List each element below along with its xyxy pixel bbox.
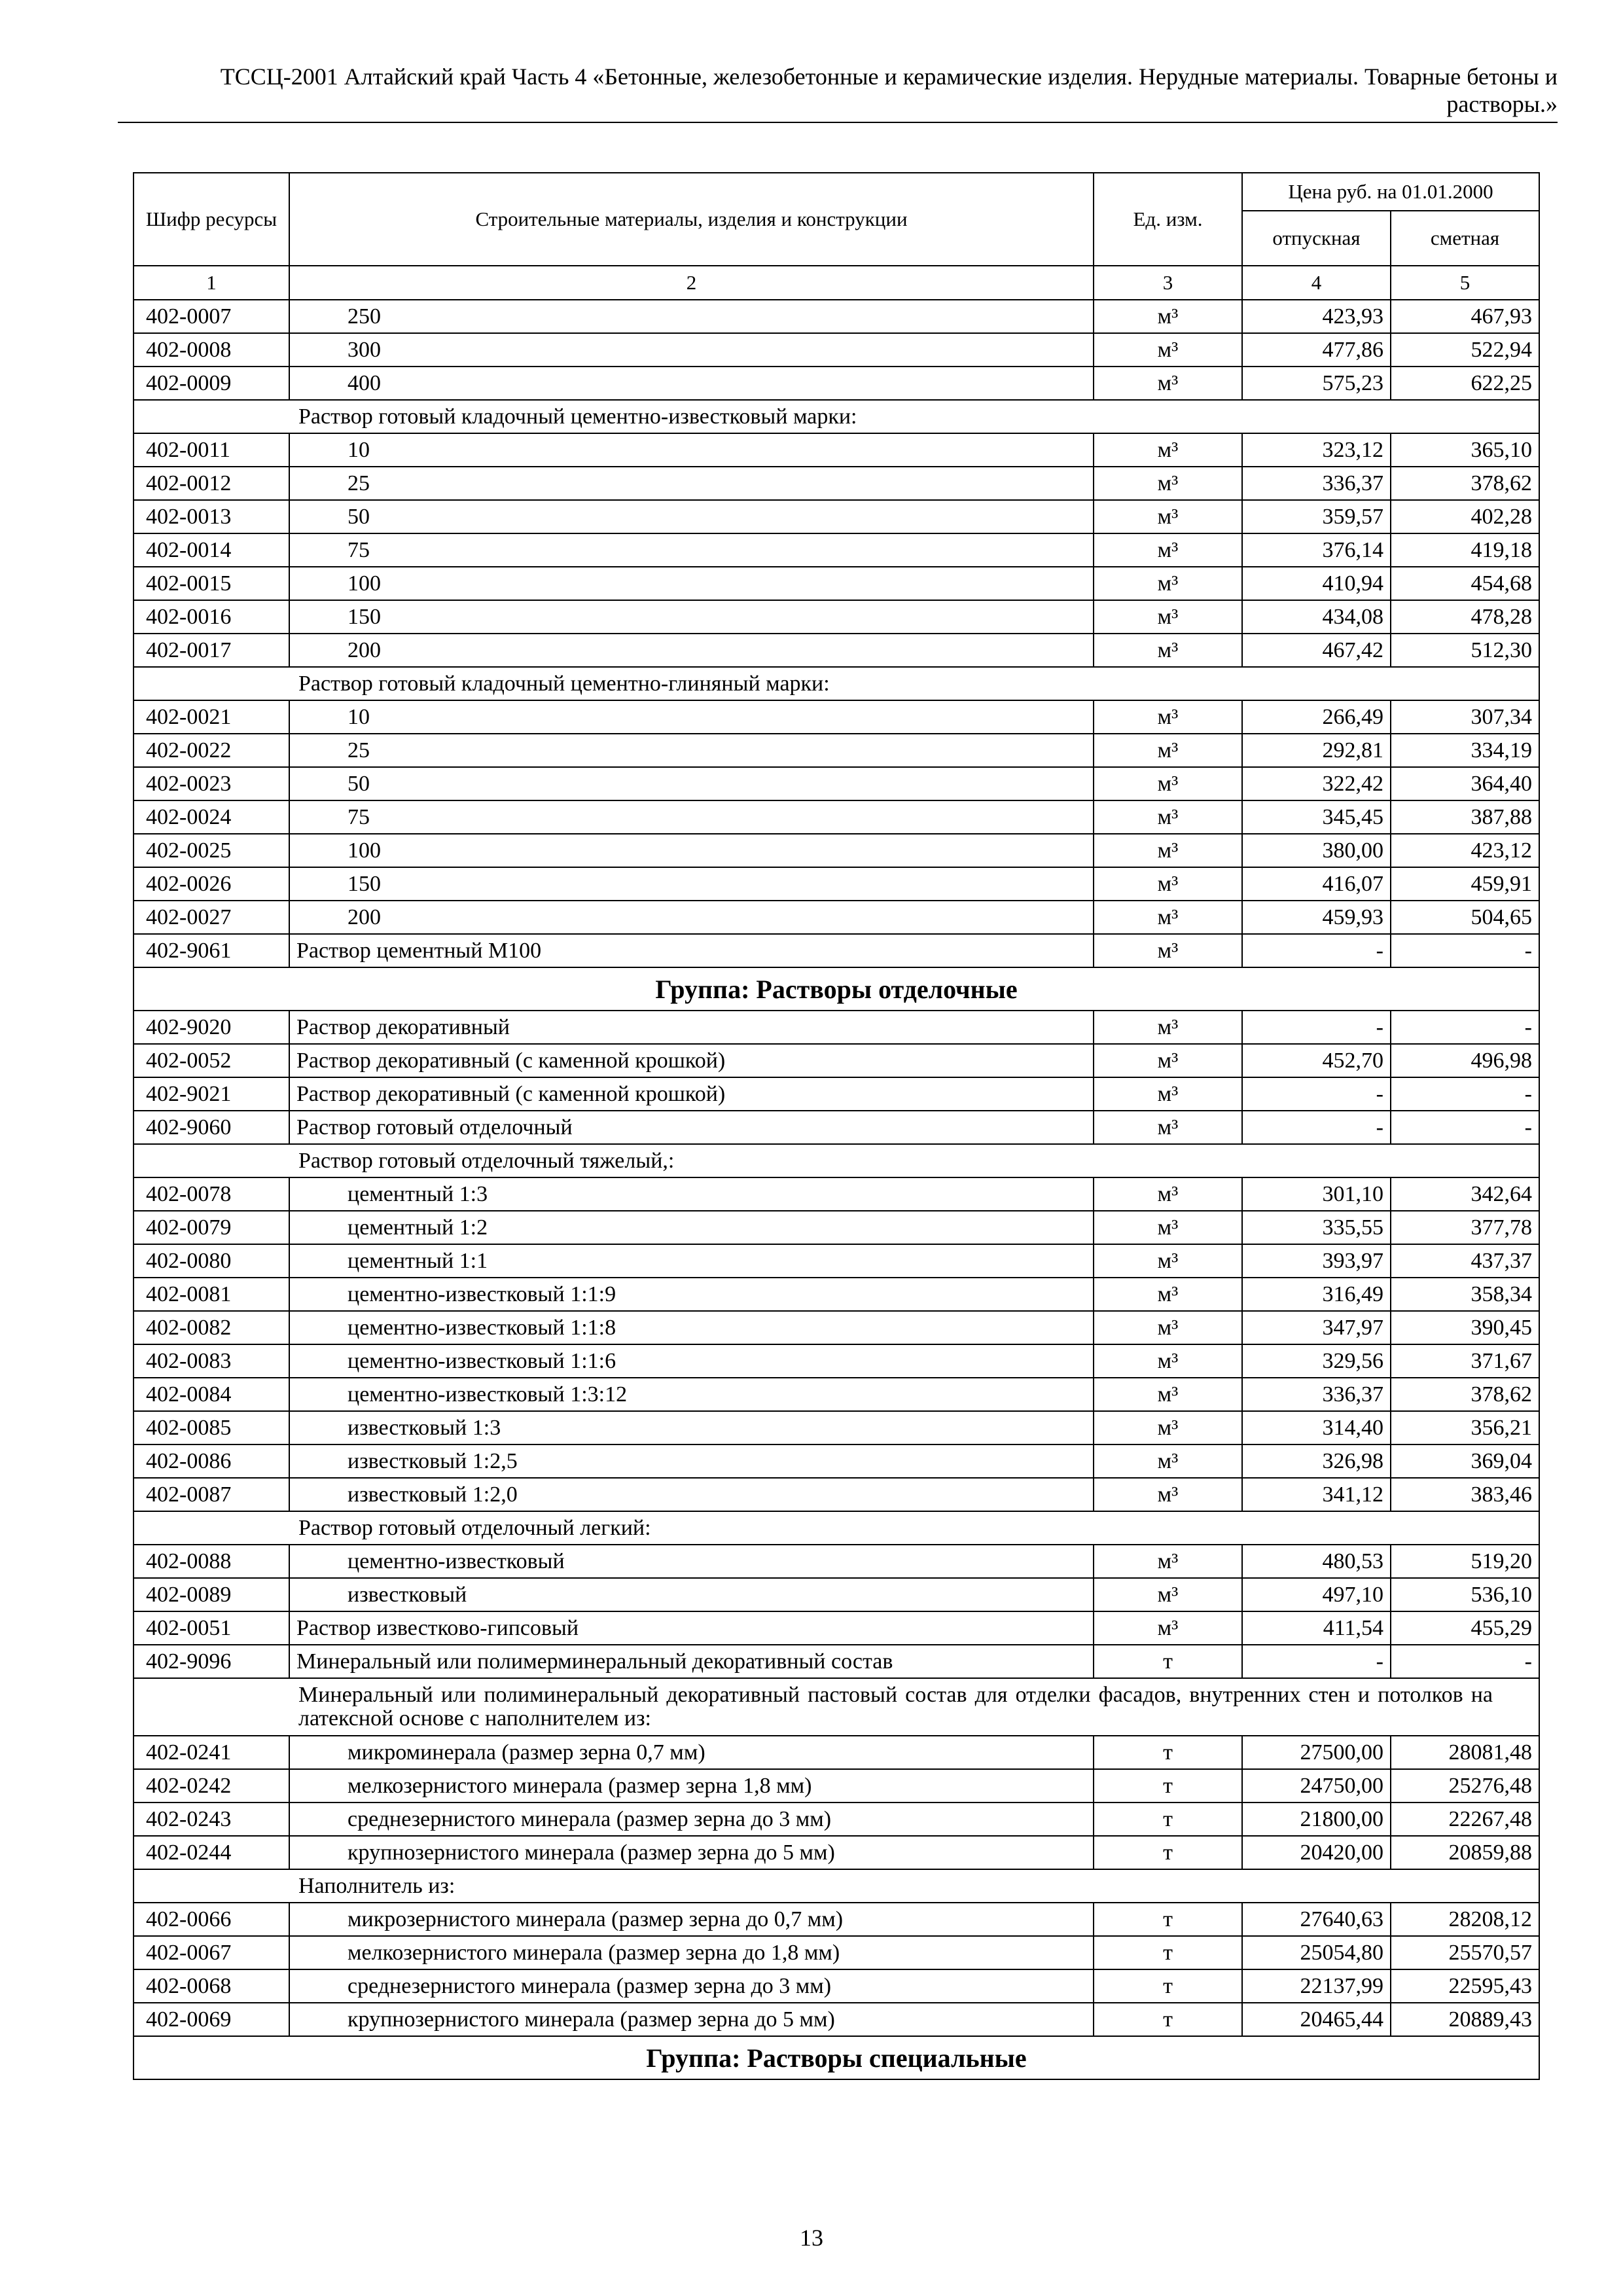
- price-release: 467,42: [1242, 634, 1391, 667]
- unit: т: [1094, 1736, 1242, 1769]
- price-estimate: 536,10: [1391, 1578, 1539, 1611]
- resource-code: 402-0068: [134, 1969, 289, 2003]
- price-estimate: 28208,12: [1391, 1903, 1539, 1936]
- price-estimate: 369,04: [1391, 1444, 1539, 1478]
- material-name: 400: [289, 367, 1094, 400]
- unit: м³: [1094, 634, 1242, 667]
- table-row: [134, 1311, 1539, 1344]
- column-number: 4: [1242, 266, 1391, 300]
- table-row: [134, 433, 1539, 467]
- price-estimate: 496,98: [1391, 1044, 1539, 1077]
- subheader-row: [134, 1144, 1539, 1177]
- material-name: 75: [289, 800, 1094, 834]
- price-estimate: 20889,43: [1391, 2003, 1539, 2036]
- price-release: 329,56: [1242, 1344, 1391, 1378]
- resource-code: 402-0022: [134, 734, 289, 767]
- material-name: крупнозернистого минерала (размер зерна до 5 мм): [289, 2003, 1094, 2036]
- page-number: 13: [800, 2225, 823, 2251]
- price-estimate: 378,62: [1391, 467, 1539, 500]
- price-table: [133, 172, 1540, 2080]
- price-estimate: 364,40: [1391, 767, 1539, 800]
- resource-code: 402-9021: [134, 1077, 289, 1111]
- price-release: 25054,80: [1242, 1936, 1391, 1969]
- resource-code: 402-0007: [134, 300, 289, 333]
- resource-code: 402-0244: [134, 1836, 289, 1869]
- table-row: [134, 1044, 1539, 1077]
- unit: м³: [1094, 700, 1242, 734]
- unit: м³: [1094, 600, 1242, 634]
- table-row: [134, 1444, 1539, 1478]
- price-estimate: 371,67: [1391, 1344, 1539, 1378]
- price-release: -: [1242, 1011, 1391, 1044]
- price-estimate: 504,65: [1391, 901, 1539, 934]
- unit: м³: [1094, 834, 1242, 867]
- table-row: [134, 1645, 1539, 1678]
- price-release: 323,12: [1242, 433, 1391, 467]
- price-estimate: 20859,88: [1391, 1836, 1539, 1869]
- material-name: среднезернистого минерала (размер зерна до 3 мм): [289, 1969, 1094, 2003]
- unit: т: [1094, 1936, 1242, 1969]
- price-release: 575,23: [1242, 367, 1391, 400]
- resource-code: 402-0086: [134, 1444, 289, 1478]
- unit: м³: [1094, 367, 1242, 400]
- material-name: микрозернистого минерала (размер зерна до 0,7 мм): [289, 1903, 1094, 1936]
- table-row: [134, 767, 1539, 800]
- price-estimate: -: [1391, 1645, 1539, 1678]
- price-release: -: [1242, 1645, 1391, 1678]
- price-release: 21800,00: [1242, 1803, 1391, 1836]
- price-estimate: 22267,48: [1391, 1803, 1539, 1836]
- resource-code: 402-0079: [134, 1211, 289, 1244]
- resource-code: 402-0009: [134, 367, 289, 400]
- unit: м³: [1094, 1278, 1242, 1311]
- material-name: 25: [289, 467, 1094, 500]
- price-release: 322,42: [1242, 767, 1391, 800]
- table-row: [134, 867, 1539, 901]
- header-price: Цена руб. на 01.01.2000: [1242, 173, 1539, 211]
- resource-code: 402-0014: [134, 533, 289, 567]
- resource-code: 402-0027: [134, 901, 289, 934]
- subheader-text: Минеральный или полиминеральный декоративный пастовый состав для отделки фасадов, внутренних стен и потолков на латексной основе с наполнителем из:: [134, 1678, 1539, 1736]
- resource-code: 402-0083: [134, 1344, 289, 1378]
- price-estimate: -: [1391, 1077, 1539, 1111]
- unit: м³: [1094, 1478, 1242, 1511]
- subheader-text: Раствор готовый отделочный тяжелый,:: [134, 1144, 1539, 1177]
- price-release: 410,94: [1242, 567, 1391, 600]
- group-row: [134, 967, 1539, 1011]
- table-row: [134, 800, 1539, 834]
- price-estimate: 522,94: [1391, 333, 1539, 367]
- subheader-row: [134, 667, 1539, 700]
- resource-code: 402-0085: [134, 1411, 289, 1444]
- subheader-text: Наполнитель из:: [134, 1869, 1539, 1903]
- unit: м³: [1094, 1611, 1242, 1645]
- table-row: [134, 834, 1539, 867]
- price-release: 459,93: [1242, 901, 1391, 934]
- unit: т: [1094, 1769, 1242, 1803]
- table-row: [134, 1378, 1539, 1411]
- column-number: 1: [134, 266, 289, 300]
- price-release: 480,53: [1242, 1545, 1391, 1578]
- unit: м³: [1094, 734, 1242, 767]
- material-name: 50: [289, 767, 1094, 800]
- price-release: 380,00: [1242, 834, 1391, 867]
- resource-code: 402-0087: [134, 1478, 289, 1511]
- resource-code: 402-9020: [134, 1011, 289, 1044]
- price-release: 341,12: [1242, 1478, 1391, 1511]
- table-row: [134, 367, 1539, 400]
- material-name: Раствор готовый отделочный: [289, 1111, 1094, 1144]
- unit: т: [1094, 1903, 1242, 1936]
- table-row: [134, 1611, 1539, 1645]
- resource-code: 402-0015: [134, 567, 289, 600]
- price-estimate: 342,64: [1391, 1177, 1539, 1211]
- price-release: 22137,99: [1242, 1969, 1391, 2003]
- resource-code: 402-0080: [134, 1244, 289, 1278]
- price-estimate: 22595,43: [1391, 1969, 1539, 2003]
- resource-code: 402-0016: [134, 600, 289, 634]
- table-row: [134, 1077, 1539, 1111]
- unit: м³: [1094, 1411, 1242, 1444]
- table-row: [134, 600, 1539, 634]
- resource-code: 402-0089: [134, 1578, 289, 1611]
- price-estimate: 467,93: [1391, 300, 1539, 333]
- material-name: цементно-известковый 1:1:8: [289, 1311, 1094, 1344]
- table-row: [134, 1578, 1539, 1611]
- material-name: известковый 1:3: [289, 1411, 1094, 1444]
- material-name: 50: [289, 500, 1094, 533]
- resource-code: 402-0081: [134, 1278, 289, 1311]
- material-name: мелкозернистого минерала (размер зерна до 1,8 мм): [289, 1936, 1094, 1969]
- price-release: 345,45: [1242, 800, 1391, 834]
- unit: м³: [1094, 300, 1242, 333]
- resource-code: 402-0008: [134, 333, 289, 367]
- resource-code: 402-9096: [134, 1645, 289, 1678]
- price-release: 27640,63: [1242, 1903, 1391, 1936]
- price-release: 393,97: [1242, 1244, 1391, 1278]
- price-release: 452,70: [1242, 1044, 1391, 1077]
- price-estimate: 390,45: [1391, 1311, 1539, 1344]
- resource-code: 402-0011: [134, 433, 289, 467]
- unit: м³: [1094, 867, 1242, 901]
- price-release: -: [1242, 1111, 1391, 1144]
- material-name: крупнозернистого минерала (размер зерна до 5 мм): [289, 1836, 1094, 1869]
- table-row: [134, 567, 1539, 600]
- material-name: Раствор декоративный (с каменной крошкой): [289, 1044, 1094, 1077]
- table-row: [134, 1969, 1539, 2003]
- price-release: 477,86: [1242, 333, 1391, 367]
- material-name: Раствор декоративный: [289, 1011, 1094, 1044]
- price-estimate: 378,62: [1391, 1378, 1539, 1411]
- unit: м³: [1094, 767, 1242, 800]
- resource-code: 402-0012: [134, 467, 289, 500]
- table-row: [134, 300, 1539, 333]
- unit: т: [1094, 1803, 1242, 1836]
- resource-code: 402-9061: [134, 934, 289, 967]
- price-estimate: -: [1391, 1011, 1539, 1044]
- price-estimate: -: [1391, 1111, 1539, 1144]
- material-name: цементно-известковый 1:3:12: [289, 1378, 1094, 1411]
- material-name: 100: [289, 567, 1094, 600]
- price-release: 266,49: [1242, 700, 1391, 734]
- unit: м³: [1094, 333, 1242, 367]
- header-code: Шифр ресурсы: [134, 173, 289, 266]
- unit: м³: [1094, 433, 1242, 467]
- price-estimate: 25276,48: [1391, 1769, 1539, 1803]
- header-price-estimate: сметная: [1391, 211, 1539, 266]
- table-row: [134, 1411, 1539, 1444]
- price-release: 336,37: [1242, 1378, 1391, 1411]
- price-release: 20465,44: [1242, 2003, 1391, 2036]
- material-name: 200: [289, 634, 1094, 667]
- price-release: 24750,00: [1242, 1769, 1391, 1803]
- price-release: 411,54: [1242, 1611, 1391, 1645]
- unit: м³: [1094, 1578, 1242, 1611]
- resource-code: 402-0069: [134, 2003, 289, 2036]
- material-name: 300: [289, 333, 1094, 367]
- resource-code: 402-0078: [134, 1177, 289, 1211]
- unit: м³: [1094, 1378, 1242, 1411]
- unit: т: [1094, 2003, 1242, 2036]
- group-row: [134, 2036, 1539, 2079]
- price-estimate: 478,28: [1391, 600, 1539, 634]
- resource-code: 402-0242: [134, 1769, 289, 1803]
- price-release: 336,37: [1242, 467, 1391, 500]
- price-release: 335,55: [1242, 1211, 1391, 1244]
- price-estimate: 334,19: [1391, 734, 1539, 767]
- table-row: [134, 901, 1539, 934]
- resource-code: 402-0023: [134, 767, 289, 800]
- resource-code: 402-0013: [134, 500, 289, 533]
- unit: м³: [1094, 901, 1242, 934]
- column-number: 5: [1391, 266, 1539, 300]
- resource-code: 402-0024: [134, 800, 289, 834]
- material-name: 10: [289, 433, 1094, 467]
- price-estimate: 437,37: [1391, 1244, 1539, 1278]
- group-title: Группа: Растворы специальные: [134, 2036, 1539, 2079]
- unit: м³: [1094, 1344, 1242, 1378]
- price-estimate: 454,68: [1391, 567, 1539, 600]
- table-row: [134, 1803, 1539, 1836]
- material-name: 25: [289, 734, 1094, 767]
- resource-code: 402-0052: [134, 1044, 289, 1077]
- price-release: -: [1242, 934, 1391, 967]
- material-name: 150: [289, 867, 1094, 901]
- subheader-text: Раствор готовый кладочный цементно-глиняный марки:: [134, 667, 1539, 700]
- price-release: 292,81: [1242, 734, 1391, 767]
- material-name: мелкозернистого минерала (размер зерна 1,8 мм): [289, 1769, 1094, 1803]
- unit: т: [1094, 1969, 1242, 2003]
- price-release: 301,10: [1242, 1177, 1391, 1211]
- table-row: [134, 1278, 1539, 1311]
- table-row: [134, 2003, 1539, 2036]
- table-row: [134, 1545, 1539, 1578]
- unit: м³: [1094, 1311, 1242, 1344]
- table-row: [134, 500, 1539, 533]
- resource-code: 402-0066: [134, 1903, 289, 1936]
- table-row: [134, 333, 1539, 367]
- subheader-row: [134, 400, 1539, 433]
- material-name: среднезернистого минерала (размер зерна до 3 мм): [289, 1803, 1094, 1836]
- price-release: 347,97: [1242, 1311, 1391, 1344]
- material-name: известковый 1:2,0: [289, 1478, 1094, 1511]
- group-title: Группа: Растворы отделочные: [134, 967, 1539, 1011]
- resource-code: 402-0088: [134, 1545, 289, 1578]
- price-estimate: 307,34: [1391, 700, 1539, 734]
- price-estimate: 387,88: [1391, 800, 1539, 834]
- price-release: 314,40: [1242, 1411, 1391, 1444]
- price-estimate: 365,10: [1391, 433, 1539, 467]
- table-row: [134, 1177, 1539, 1211]
- price-release: 376,14: [1242, 533, 1391, 567]
- table-row: [134, 700, 1539, 734]
- table-row: [134, 734, 1539, 767]
- subheader-row: [134, 1869, 1539, 1903]
- table-row: [134, 1344, 1539, 1378]
- price-estimate: -: [1391, 934, 1539, 967]
- table-row: [134, 1111, 1539, 1144]
- table-row: [134, 1936, 1539, 1969]
- material-name: 250: [289, 300, 1094, 333]
- material-name: Раствор декоративный (с каменной крошкой): [289, 1077, 1094, 1111]
- resource-code: 402-0084: [134, 1378, 289, 1411]
- unit: м³: [1094, 1077, 1242, 1111]
- price-estimate: 358,34: [1391, 1278, 1539, 1311]
- unit: м³: [1094, 500, 1242, 533]
- unit: м³: [1094, 1211, 1242, 1244]
- price-estimate: 622,25: [1391, 367, 1539, 400]
- unit: т: [1094, 1645, 1242, 1678]
- price-release: -: [1242, 1077, 1391, 1111]
- price-estimate: 455,29: [1391, 1611, 1539, 1645]
- resource-code: 402-0241: [134, 1736, 289, 1769]
- subheader-text: Раствор готовый кладочный цементно-известковый марки:: [134, 400, 1539, 433]
- price-estimate: 419,18: [1391, 533, 1539, 567]
- material-name: цементный 1:3: [289, 1177, 1094, 1211]
- material-name: цементно-известковый 1:1:9: [289, 1278, 1094, 1311]
- subheader-row: [134, 1678, 1539, 1736]
- resource-code: 402-0026: [134, 867, 289, 901]
- table-row: [134, 1736, 1539, 1769]
- table-row: [134, 1211, 1539, 1244]
- material-name: 200: [289, 901, 1094, 934]
- price-release: 20420,00: [1242, 1836, 1391, 1869]
- column-number: 2: [289, 266, 1094, 300]
- unit: м³: [1094, 533, 1242, 567]
- price-release: 423,93: [1242, 300, 1391, 333]
- price-release: 27500,00: [1242, 1736, 1391, 1769]
- price-estimate: 459,91: [1391, 867, 1539, 901]
- header-divider: [118, 122, 1558, 123]
- unit: м³: [1094, 1444, 1242, 1478]
- table-row: [134, 1836, 1539, 1869]
- resource-code: 402-0082: [134, 1311, 289, 1344]
- column-number: 3: [1094, 266, 1242, 300]
- material-name: цементно-известковый 1:1:6: [289, 1344, 1094, 1378]
- unit: м³: [1094, 1545, 1242, 1578]
- table-row: [134, 634, 1539, 667]
- table-row: [134, 934, 1539, 967]
- unit: м³: [1094, 1111, 1242, 1144]
- resource-code: 402-0017: [134, 634, 289, 667]
- unit: м³: [1094, 1244, 1242, 1278]
- price-release: 497,10: [1242, 1578, 1391, 1611]
- material-name: микроминерала (размер зерна 0,7 мм): [289, 1736, 1094, 1769]
- subheader-text: Раствор готовый отделочный легкий:: [134, 1511, 1539, 1545]
- material-name: цементный 1:1: [289, 1244, 1094, 1278]
- price-estimate: 377,78: [1391, 1211, 1539, 1244]
- material-name: цементно-известковый: [289, 1545, 1094, 1578]
- price-estimate: 512,30: [1391, 634, 1539, 667]
- running-header: ТССЦ-2001 Алтайский край Часть 4 «Бетонные, железобетонные и керамические изделия. Нерудные материалы. Товарные бетоны и растворы.»: [220, 63, 1558, 117]
- resource-code: 402-9060: [134, 1111, 289, 1144]
- header-name: Строительные материалы, изделия и конструкции: [289, 173, 1094, 266]
- price-estimate: 25570,57: [1391, 1936, 1539, 1969]
- unit: м³: [1094, 1044, 1242, 1077]
- table-row: [134, 1244, 1539, 1278]
- price-estimate: 519,20: [1391, 1545, 1539, 1578]
- price-release: 434,08: [1242, 600, 1391, 634]
- table-row: [134, 1903, 1539, 1936]
- price-release: 326,98: [1242, 1444, 1391, 1478]
- material-name: 10: [289, 700, 1094, 734]
- material-name: Раствор цементный М100: [289, 934, 1094, 967]
- price-estimate: 423,12: [1391, 834, 1539, 867]
- unit: м³: [1094, 467, 1242, 500]
- table-row: [134, 467, 1539, 500]
- price-release: 416,07: [1242, 867, 1391, 901]
- resource-code: 402-0067: [134, 1936, 289, 1969]
- table-row: [134, 1769, 1539, 1803]
- table-row: [134, 1011, 1539, 1044]
- unit: м³: [1094, 934, 1242, 967]
- header-unit: Ед. изм.: [1094, 173, 1242, 266]
- price-release: 316,49: [1242, 1278, 1391, 1311]
- resource-code: 402-0025: [134, 834, 289, 867]
- unit: м³: [1094, 1177, 1242, 1211]
- material-name: Минеральный или полимерминеральный декоративный состав: [289, 1645, 1094, 1678]
- price-estimate: 402,28: [1391, 500, 1539, 533]
- unit: м³: [1094, 1011, 1242, 1044]
- unit: м³: [1094, 567, 1242, 600]
- unit: м³: [1094, 800, 1242, 834]
- material-name: известковый 1:2,5: [289, 1444, 1094, 1478]
- table-body: [134, 300, 1539, 2079]
- unit: т: [1094, 1836, 1242, 1869]
- resource-code: 402-0021: [134, 700, 289, 734]
- material-name: 100: [289, 834, 1094, 867]
- material-name: известковый: [289, 1578, 1094, 1611]
- material-name: цементный 1:2: [289, 1211, 1094, 1244]
- price-release: 359,57: [1242, 500, 1391, 533]
- material-name: Раствор известково-гипсовый: [289, 1611, 1094, 1645]
- resource-code: 402-0051: [134, 1611, 289, 1645]
- price-estimate: 356,21: [1391, 1411, 1539, 1444]
- material-name: 75: [289, 533, 1094, 567]
- table-row: [134, 533, 1539, 567]
- price-estimate: 383,46: [1391, 1478, 1539, 1511]
- resource-code: 402-0243: [134, 1803, 289, 1836]
- price-estimate: 28081,48: [1391, 1736, 1539, 1769]
- subheader-row: [134, 1511, 1539, 1545]
- material-name: 150: [289, 600, 1094, 634]
- header-price-release: отпускная: [1242, 211, 1391, 266]
- table-row: [134, 1478, 1539, 1511]
